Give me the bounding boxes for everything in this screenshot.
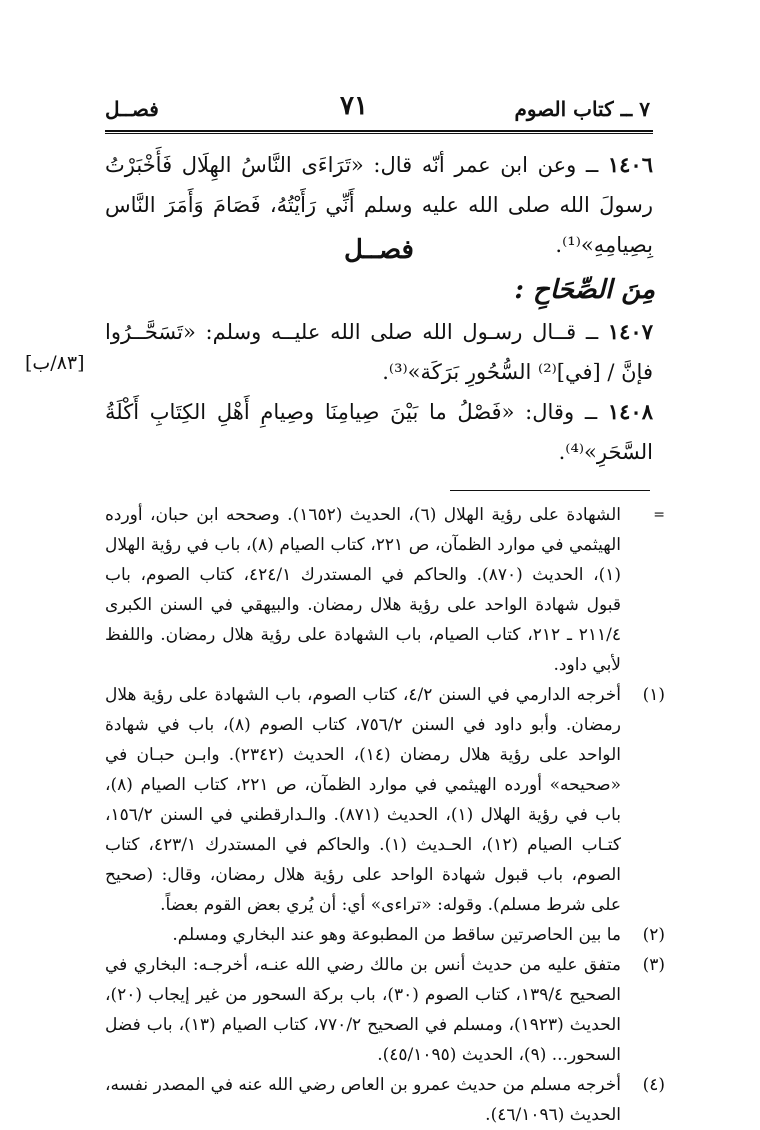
footnote-marker: (٤) bbox=[642, 1075, 665, 1095]
hadith-text: ــ قــال رسـول الله صلى الله عليــه وسلم: «تَسَحَّــرُوا فإنَّ / [في]⁽²⁾ السُّحُورِ بَرَكَة»⁽³⁾. bbox=[105, 320, 653, 384]
footnote-marker: (١) bbox=[642, 685, 665, 705]
margin-reference: [٨٣/ب] bbox=[25, 352, 85, 374]
hadith-number: ١٤٠٨ bbox=[607, 399, 653, 424]
page-number: ٧١ bbox=[340, 91, 368, 121]
footnote-4 bbox=[105, 1070, 665, 1130]
hadith-text: ــ وعن ابن عمر أنّه قال: «تَرَاءَى النَّاسُ الهِلَال فَأَخْبَرْتُ رسولَ الله صلى الله عليه وسلم أَنِّي رَأَيْتُهُ، فَصَامَ وَأَمَرَ النَّاس بِصِيامِهِ»⁽¹⁾. bbox=[105, 153, 653, 257]
footnote-text: الشهادة على رؤية الهلال (٦)، الحديث (١٦٥٢). وصححه ابن حبان، أورده الهيثمي في موارد الظمآن، ص ٢٢١، كتاب الصيام (٨)، باب في رؤية الهلال (١)، الحديث (٨٧٠). والحاكم في المستدرك ٤٢٤/١، كتاب الصوم، باب قبول شهادة الواحد على رؤية هلال رمضان. والبيهقي في السنن الكبرى ٢١١/٤ ـ ٢١٢، كتاب الصيام، باب الشهادة على رؤية هلال رمضان. واللفظ لأبي داود. bbox=[105, 505, 621, 675]
hadith-number: ١٤٠٧ bbox=[607, 319, 653, 344]
sihah-heading: مِنَ الصِّحَاحِ : bbox=[514, 275, 655, 305]
footnote-marker: (٣) bbox=[642, 955, 665, 975]
footnote-1 bbox=[105, 680, 665, 920]
section-heading: فصــل bbox=[344, 235, 414, 265]
footnote-text: متفق عليه من حديث أنس بن مالك رضي الله عنـه، أخرجـه: البخاري في الصحيح ١٣٩/٤، كتاب الصوم (٣٠)، باب بركة السحور من غير إيجاب (٢٠)، الحديث (١٩٢٣)، ومسلم في الصحيح ٧٧٠/٢، كتاب الصيام (١٣)، باب فضل السحور... (٩)، الحديث (٤٥/١٠٩٥). bbox=[105, 955, 621, 1065]
footnote-marker: (٢) bbox=[642, 925, 665, 945]
footnotes bbox=[105, 500, 665, 1130]
hadith-number: ١٤٠٦ bbox=[607, 152, 653, 177]
hadith-1407 bbox=[105, 312, 653, 392]
hadith-text: ــ وقال: «فَصْلُ ما بَيْنَ صِيامِنَا وصِيامِ أَهْلِ الكِتَابِ أَكْلَةُ السَّحَرِ»⁽⁴⁾. bbox=[105, 400, 653, 464]
footnote-marker: = bbox=[653, 507, 665, 523]
footnote-text: أخرجه الدارمي في السنن ٤/٢، كتاب الصوم، باب الشهادة على رؤية هلال رمضان. وأبو داود في السنن ٧٥٦/٢، كتاب الصوم (٨)، باب في شهادة الواحد على رؤية هلال رمضان (١٤)، الحديث (٢٣٤٢). وابـن حبـان في «صحيحه» أورده الهيثمي في موارد الظمآن، ص ٢٢١، كتاب الصيام (٨)، باب في رؤية الهلال (١)، الحديث (٨٧١). والـدارقطني في السنن ١٥٦/٢، كتـاب الصيام (١٢)، الحـديث (١). والحاكم في المستدرك ٤٢٣/١، كتاب الصوم، باب قبول شهادة الواحد على رؤية هلال رمضان، وقال: (صحيح على شرط مسلم). وقوله: «تراءى» أي: أن يُري بعض القوم بعضاً. bbox=[105, 685, 622, 915]
page-header bbox=[105, 91, 650, 129]
header-rule-thin bbox=[105, 133, 653, 134]
hadith-1408 bbox=[105, 392, 653, 472]
footnote-text: ما بين الحاصرتين ساقط من المطبوعة وهو عند البخاري ومسلم. bbox=[172, 925, 621, 945]
footnote-3 bbox=[105, 950, 665, 1070]
header-rule bbox=[105, 130, 653, 132]
footnote-rule bbox=[450, 490, 650, 491]
footnote-continuation bbox=[105, 500, 665, 680]
running-title: ٧ ــ كتاب الصوم bbox=[514, 97, 650, 121]
section-title: فصــل bbox=[105, 97, 159, 121]
footnote-2 bbox=[105, 920, 665, 950]
footnote-text: أخرجه مسلم من حديث عمرو بن العاص رضي الله عنه في المصدر نفسه، الحديث (٤٦/١٠٩٦). bbox=[105, 1075, 621, 1125]
